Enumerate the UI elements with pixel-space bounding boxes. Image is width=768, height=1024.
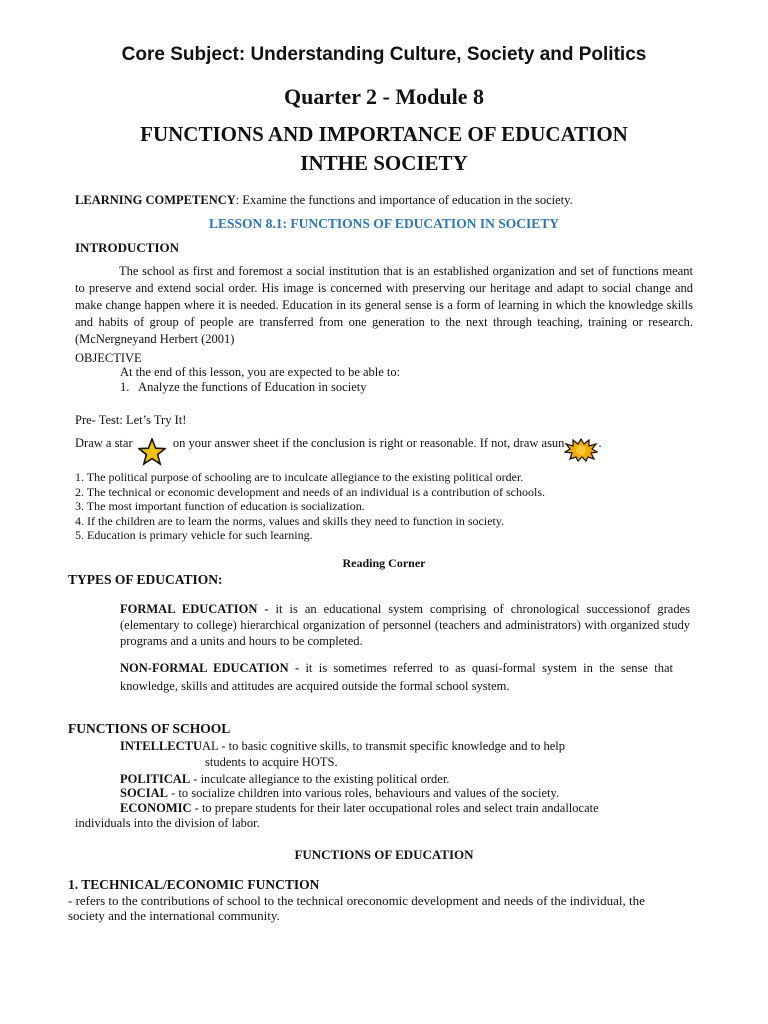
social-text: - to socialize children into various roles, behaviours and values of the society. [167,786,560,800]
social-label: SOCIAL [120,786,168,800]
module-title [40,120,728,178]
star-icon [138,438,166,466]
quarter-module: Quarter 2 - Module 8 [283,84,484,109]
technical-function-text: - refers to the contributions of school to the technical oreconomic development and needs of the individual, the society and the international community. [68,893,645,923]
module-title-line1: FUNCTIONS AND IMPORTANCE OF EDUCATION [140,122,628,146]
nonformal-education-paragraph [120,659,673,695]
formal-education-paragraph [120,601,690,649]
competency-text: : Examine the functions and importance of education in the society. [235,193,573,207]
intellectual-line2: students to acquire HOTS. [205,755,338,769]
pretest-item: 4. If the children are to learn the norms, values and skills they need to function in society. [75,513,505,528]
reading-corner-heading: Reading Corner [342,556,426,570]
draw-text-end: . [598,436,602,450]
economic-line2: individuals into the division of labor. [75,816,260,830]
types-heading: TYPES OF EDUCATION: [68,572,223,587]
pretest-item: 1. The political purpose of schooling are to inculcate allegiance to the existing political order. [75,470,524,484]
lesson-title: LESSON 8.1: FUNCTIONS OF EDUCATION IN SOCIETY [209,216,559,231]
objective-heading: OBJECTIVE [75,351,142,365]
nonformal-label: NON-FORMAL EDUCATION - [120,661,306,675]
draw-text-b: on your answer sheet if the conclusion is right or reasonable. If not, draw asun [172,436,565,450]
pretest-items [75,470,545,543]
technical-function-heading: 1. TECHNICAL/ECONOMIC FUNCTION [68,877,320,892]
introduction-paragraph [75,263,693,348]
pretest-item: 2. The technical or economic development and needs of an individual is a contribution of schools. [75,484,545,499]
nonformal-text: it is sometimes referred to as quasi-formal system in the sense that knowledge, skills and attitudes are acquired outside the formal school system. [120,661,673,693]
economic-line [120,801,599,816]
sun-icon [564,438,598,462]
political-label: POLITICAL [120,772,191,786]
intellectual-text: - to basic cognitive skills, to transmit specific knowledge and to help [218,739,565,753]
introduction-heading: INTRODUCTION [75,240,180,255]
pretest-instructions [75,436,715,466]
pretest-heading: Pre- Test: Let’s Try It! [75,413,187,427]
competency-label: LEARNING COMPETENCY [75,193,236,207]
formal-label: FORMAL EDUCATION - [120,602,276,616]
pretest-item: 3. The most important function of education is socialization. [75,499,365,513]
objective-line: At the end of this lesson, you are expected to be able to: [120,365,401,379]
economic-text: - to prepare students for their later occupational roles and select train andallocate [191,801,599,815]
intellectual-label: INTELLECTU [120,739,202,753]
economic-label: ECONOMIC [120,801,192,815]
school-functions-heading: FUNCTIONS OF SCHOOL [68,721,231,736]
education-functions-heading: FUNCTIONS OF EDUCATION [294,847,474,862]
objective-item: 1. Analyze the functions of Education in society [120,380,367,394]
intellectual-line [120,739,565,754]
module-title-line2: INTHE SOCIETY [300,151,468,175]
intellectual-label-tail: AL [201,739,219,753]
subject-title: Core Subject: Understanding Culture, Society and Politics [121,44,647,65]
political-line [120,772,449,787]
pretest-item: 5. Education is primary vehicle for such learning. [75,528,313,542]
learning-competency [75,193,715,208]
social-line [120,786,559,801]
introduction-text: The school as first and foremost a social institution that is an established organization and set of functions meant to preserve and extend social order. His image is concerned with preserving our heritage and adapt to social change and make change happen where it is needed. Education in its general sense is a form of learning in which the knowledge skills and habits of group of people are transferred from one generation to the next through teaching, training or research. (McNergneyand Herbert (2001) [75,264,693,346]
formal-text: it is an educational system comprising of chronological successionof grades (elementary to college) hierarchical organization of personnel (teachers and administrators) with organized study programs and a units and hours to be completed. [120,602,690,648]
draw-text-a: Draw a star [75,436,133,450]
political-text: - inculcate allegiance to the existing political order. [190,772,450,786]
